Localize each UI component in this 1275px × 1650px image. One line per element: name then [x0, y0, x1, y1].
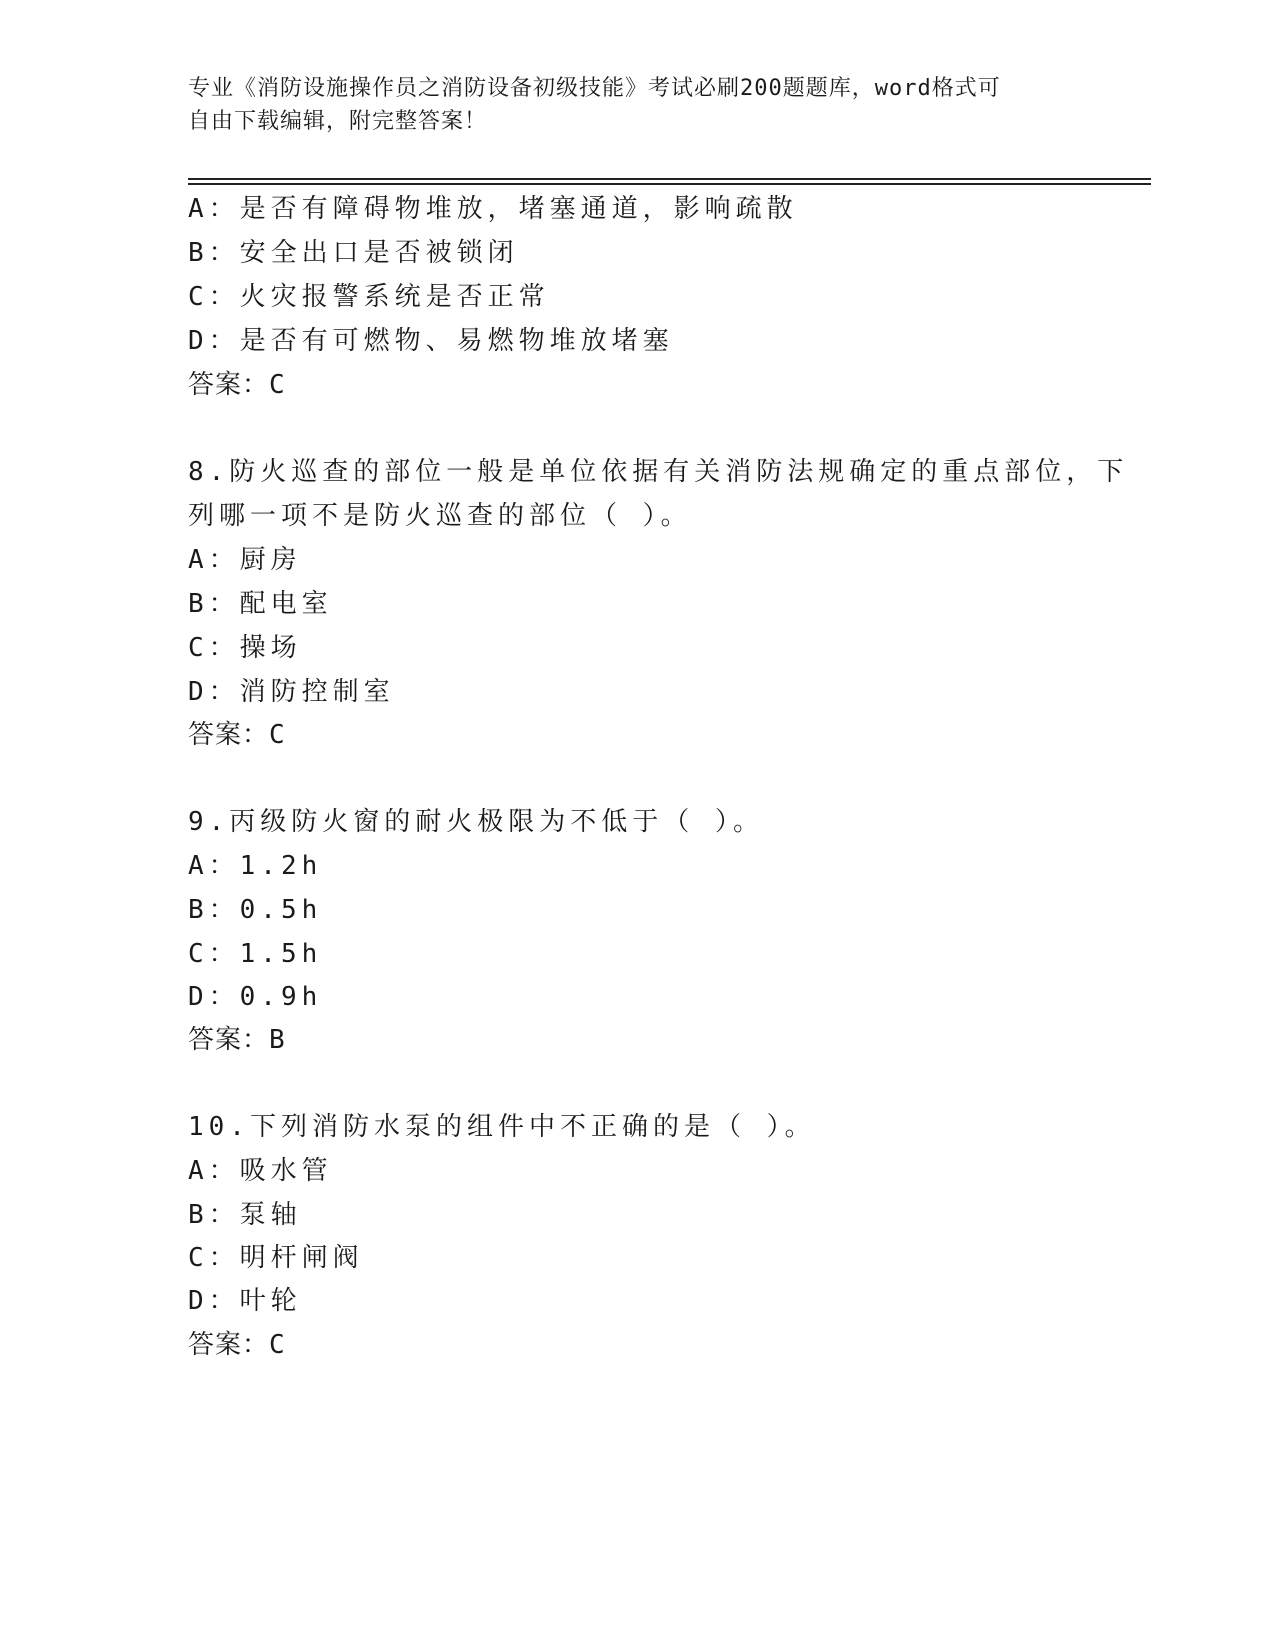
q10-answer-label: 答案： [188, 1330, 270, 1360]
q9-option-a: A：1.2h [188, 851, 323, 881]
q10-answer-value: C [269, 1330, 286, 1360]
q10-option-a: A：吸水管 [188, 1156, 333, 1186]
q7-option-d: D：是否有可燃物、易燃物堆放堵塞 [188, 326, 674, 356]
q8-option-b: B：配电室 [188, 589, 333, 619]
q9-option-d: D：0.9h [188, 982, 323, 1012]
q8-stem-line-2: 列哪一项不是防火巡查的部位（ ）。 [188, 501, 692, 531]
header-divider-top [188, 178, 1151, 180]
q10-option-b: B：泵轴 [188, 1200, 302, 1230]
q8-answer-value: C [269, 720, 286, 750]
q7-option-b: B：安全出口是否被锁闭 [188, 238, 519, 268]
header-line-2: 自由下载编辑，附完整答案！ [188, 109, 488, 134]
q7-answer [188, 368, 286, 402]
q7-option-a: A：是否有障碍物堆放，堵塞通道，影响疏散 [188, 194, 798, 224]
q8-option-c: C：操场 [188, 633, 302, 663]
q8-option-d: D：消防控制室 [188, 677, 395, 707]
q9-option-b: B：0.5h [188, 895, 323, 925]
header-line-1: 专业《消防设施操作员之消防设备初级技能》考试必刷200题题库，word格式可 [188, 76, 1001, 101]
q8-answer-label: 答案： [188, 720, 270, 750]
q9-answer-value: B [269, 1025, 286, 1055]
q9-answer-label: 答案： [188, 1025, 270, 1055]
page-header [188, 72, 1088, 138]
q8-answer [188, 718, 286, 752]
q7-option-c: C：火灾报警系统是否正常 [188, 282, 550, 312]
q9-option-c: C：1.5h [188, 939, 323, 969]
q10-stem: 10.下列消防水泵的组件中不正确的是（ ）。 [188, 1112, 816, 1142]
q10-option-d: D：叶轮 [188, 1286, 302, 1316]
q8-stem-line-1: 8.防火巡查的部位一般是单位依据有关消防法规确定的重点部位，下 [188, 457, 1129, 487]
q7-answer-value: C [269, 370, 286, 400]
q7-answer-label: 答案： [188, 370, 270, 400]
q8-option-a: A：厨房 [188, 545, 302, 575]
q10-option-c: C：明杆闸阀 [188, 1243, 364, 1273]
q9-answer [188, 1023, 286, 1057]
q9-stem: 9.丙级防火窗的耐火极限为不低于（ ）。 [188, 807, 764, 837]
header-divider-bottom [188, 183, 1151, 185]
q10-answer [188, 1328, 286, 1362]
